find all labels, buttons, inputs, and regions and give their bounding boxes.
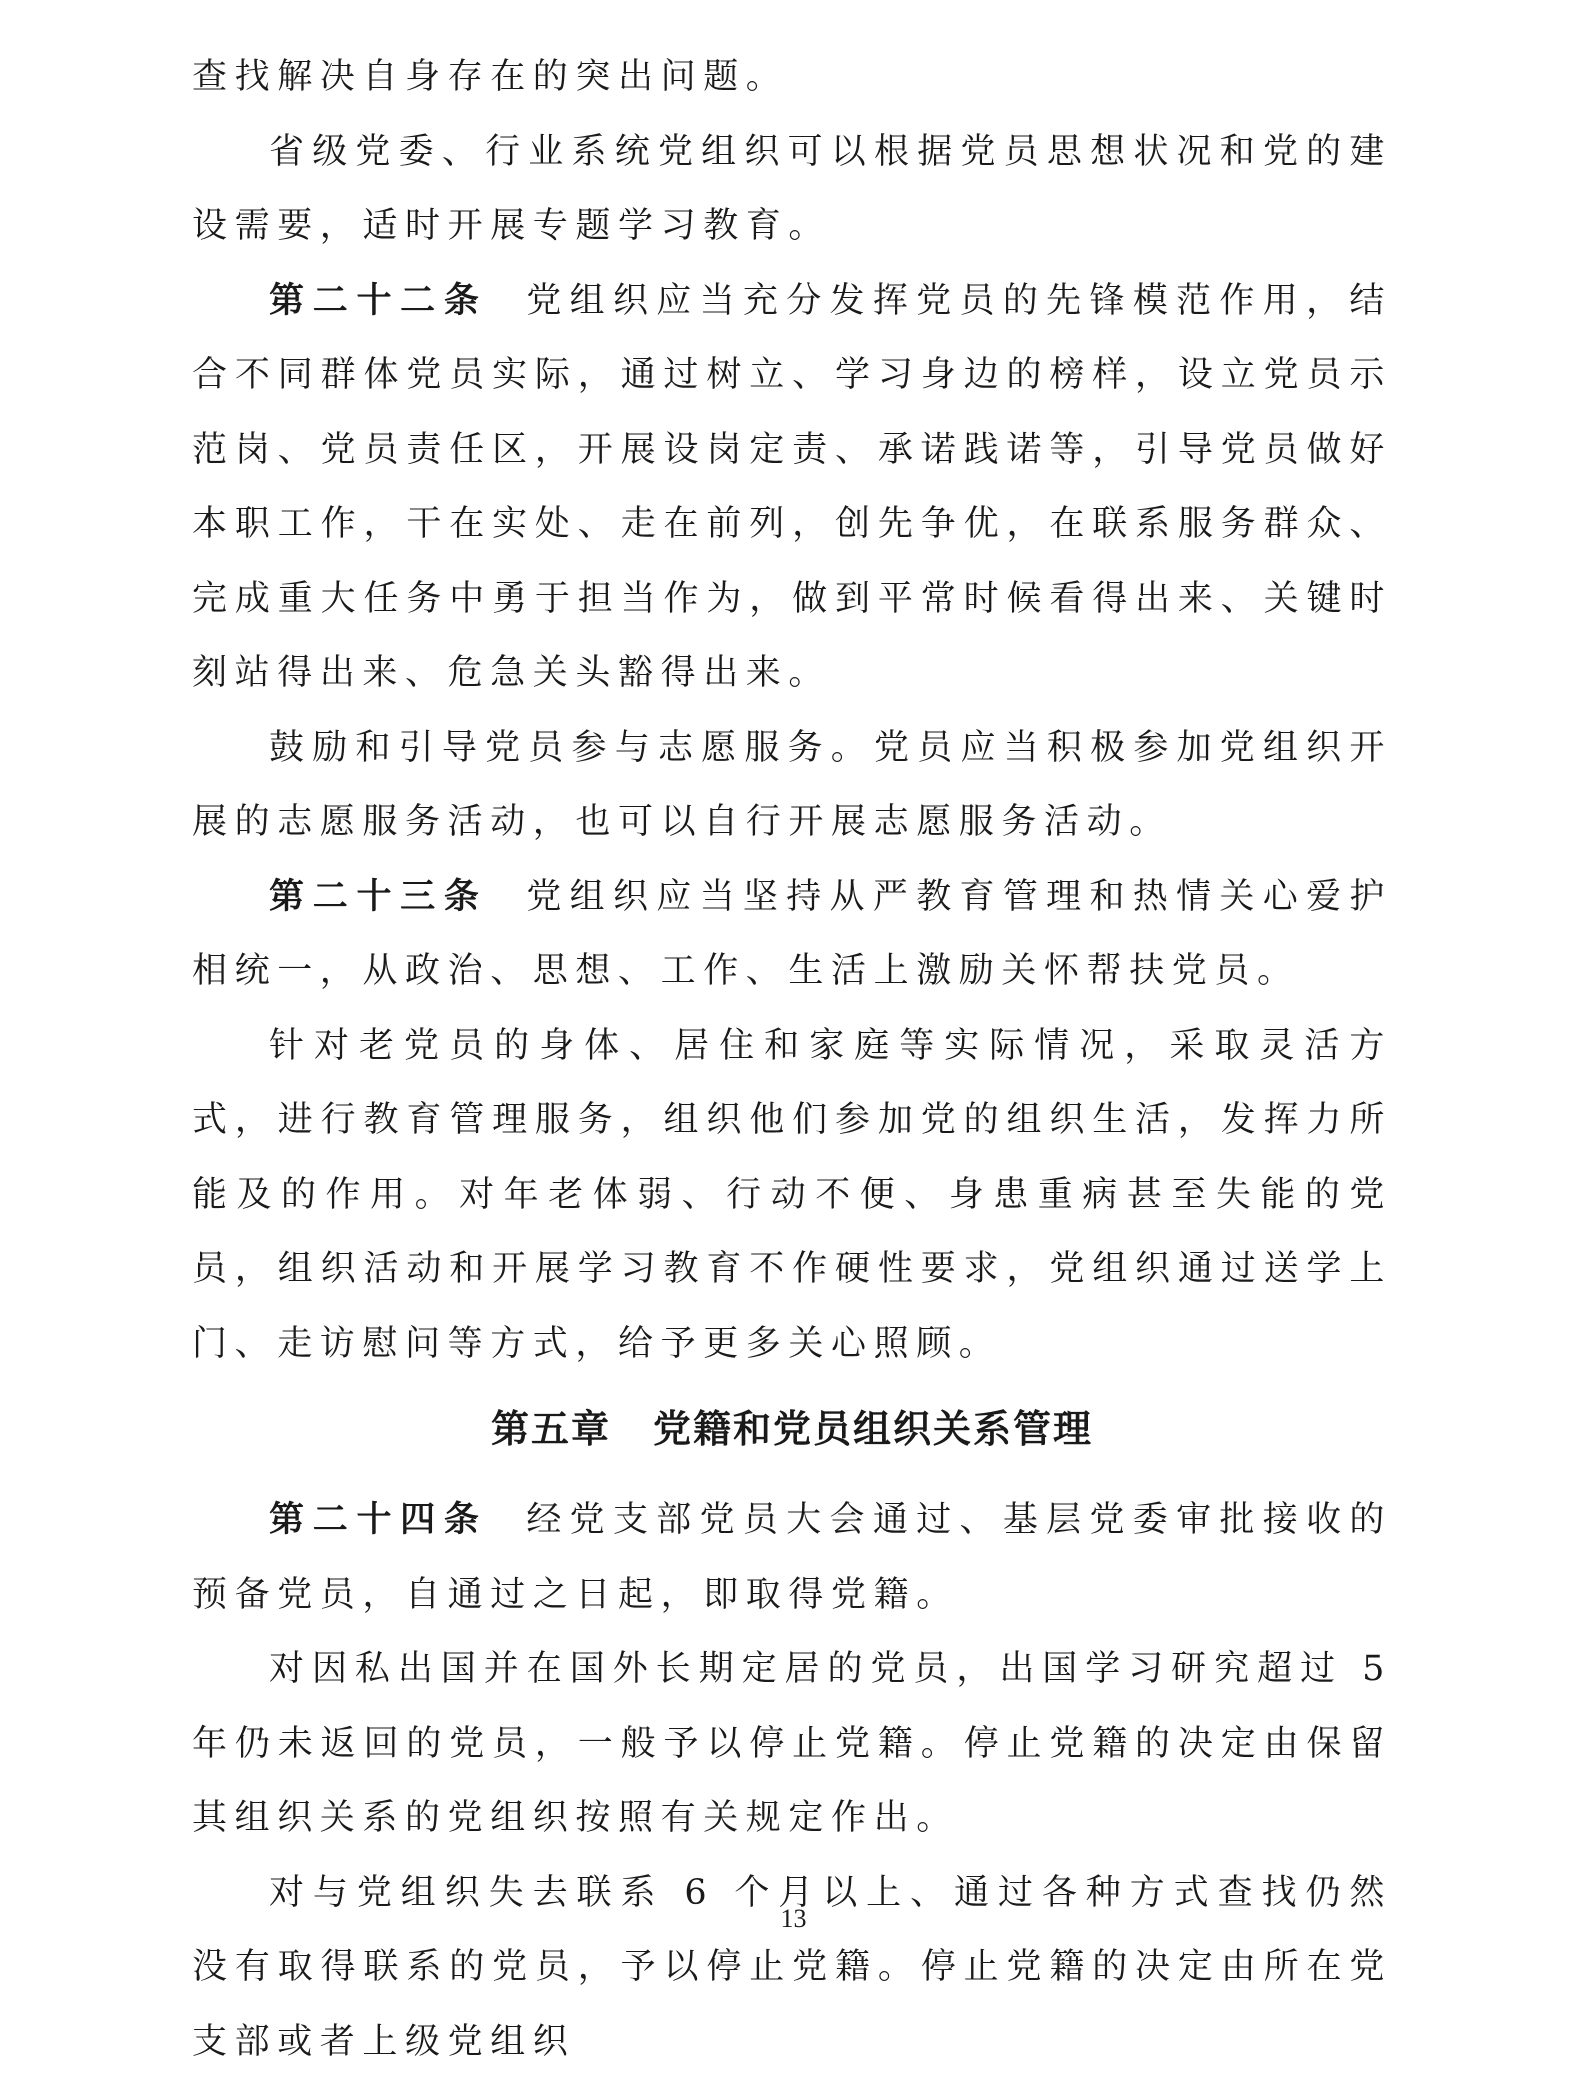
article-paragraph bbox=[192, 1483, 1392, 1632]
paragraph-text: 对因私出国并在国外长期定居的党员，出国学习研究超过 5 年仍未返回的党员，一般予以停止党籍。停止党籍的决定由保留其组织关系的党组织按照有关规定作出。 bbox=[192, 1649, 1392, 1838]
body-paragraph bbox=[192, 1856, 1392, 2079]
paragraph-text: 党组织应当充分发挥党员的先锋模范作用，结合不同群体党员实际，通过树立、学习身边的榜样，设立党员示范岗、党员责任区，开展设岗定责、承诺践诺等，引导党员做好本职工作，干在实处、走在前列，创先争优，在联系服务群众、完成重大任务中勇于担当作为，做到平常时候看得出来、关键时刻站得出来、危急关头豁得出来。 bbox=[192, 281, 1392, 694]
chapter-heading bbox=[192, 1409, 1392, 1449]
paragraph-text: 查找解决自身存在的突出问题。 bbox=[192, 57, 788, 97]
paragraph-text: 对与党组织失去联系 6 个月以上、通过各种方式查找仍然没有取得联系的党员，予以停止党籍。停止党籍的决定由所在党支部或者上级党组织 bbox=[192, 1873, 1392, 2062]
body-paragraph bbox=[192, 1632, 1392, 1856]
document-page bbox=[192, 40, 1392, 2079]
chapter-number: 第五章 bbox=[491, 1407, 611, 1451]
paragraph-text: 经党支部党员大会通过、基层党委审批接收的预备党员，自通过之日起，即取得党籍。 bbox=[192, 1500, 1392, 1615]
paragraph-text: 鼓励和引导党员参与志愿服务。党员应当积极参加党组织开展的志愿服务活动，也可以自行开展志愿服务活动。 bbox=[192, 728, 1392, 843]
chapter-title: 党籍和党员组织关系管理 bbox=[653, 1407, 1093, 1451]
paragraph-text: 省级党委、行业系统党组织可以根据党员思想状况和党的建设需要，适时开展专题学习教育。 bbox=[192, 132, 1392, 247]
article-number: 第二十三条 bbox=[269, 877, 488, 917]
body-paragraph bbox=[192, 40, 1392, 115]
article-paragraph bbox=[192, 264, 1392, 711]
body-paragraph bbox=[192, 711, 1392, 860]
body-paragraph bbox=[192, 115, 1392, 264]
article-number: 第二十四条 bbox=[269, 1500, 488, 1540]
document-body bbox=[192, 40, 1392, 2079]
paragraph-text: 针对老党员的身体、居住和家庭等实际情况，采取灵活方式，进行教育管理服务，组织他们参加党的组织生活，发挥力所能及的作用。对年老体弱、行动不便、身患重病甚至失能的党员，组织活动和开展学习教育不作硬性要求，党组织通过送学上门、走访慰问等方式，给予更多关心照顾。 bbox=[192, 1026, 1392, 1364]
page-number: 13 bbox=[0, 1904, 1587, 1934]
article-paragraph bbox=[192, 860, 1392, 1009]
paragraph-text: 党组织应当坚持从严教育管理和热情关心爱护相统一，从政治、思想、工作、生活上激励关怀帮扶党员。 bbox=[192, 877, 1392, 992]
article-number: 第二十二条 bbox=[269, 281, 488, 321]
body-paragraph bbox=[192, 1009, 1392, 1382]
